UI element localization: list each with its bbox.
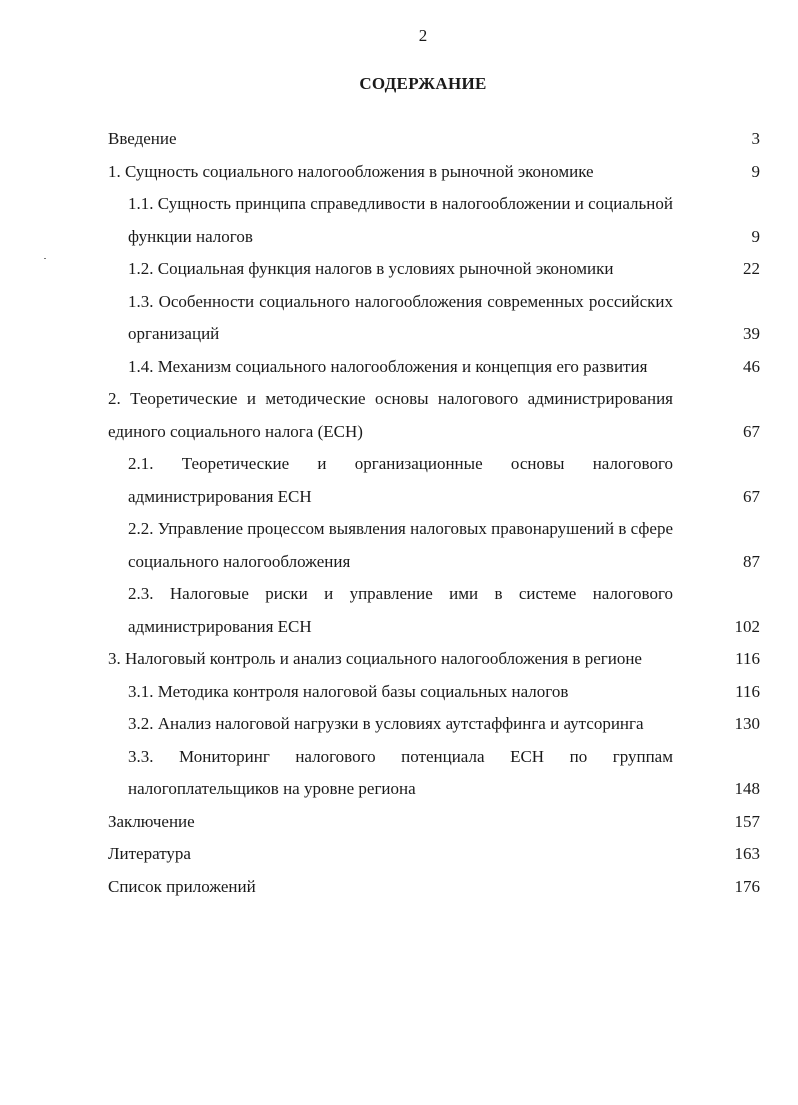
toc-entry-page: 176 bbox=[734, 876, 760, 896]
toc-entry-chapter-2 bbox=[0, 383, 798, 448]
toc-entry-text: Заключение bbox=[108, 811, 195, 831]
toc-entry-section-1-3 bbox=[0, 286, 798, 351]
toc-entry-chapter-3 bbox=[0, 643, 798, 676]
toc-entry-section-3-1 bbox=[0, 676, 798, 709]
toc-entry-page: 102 bbox=[734, 616, 760, 636]
toc-entry-chapter-1 bbox=[0, 156, 798, 189]
toc-entry-page: 116 bbox=[735, 681, 760, 701]
toc-entry-text: Литература bbox=[108, 844, 191, 863]
toc-entry-section-2-3 bbox=[0, 578, 798, 643]
toc-entry-page: 46 bbox=[743, 356, 760, 376]
toc-entry-page: 130 bbox=[734, 714, 760, 733]
toc-entry-page: 67 bbox=[743, 421, 760, 441]
toc-entry-text: 1.4. Механизм социального налогообложения и концепция его развития bbox=[128, 356, 648, 376]
toc-entry-page: 9 bbox=[751, 226, 760, 246]
toc-entry-section-1-1 bbox=[0, 188, 798, 253]
toc-entry-text: 3.2. Анализ налоговой нагрузки в условиях аутстаффинга и аутсоринга bbox=[128, 714, 644, 733]
toc-entry-page: 9 bbox=[751, 161, 760, 181]
toc-entry-text: 2.2. Управление процессом выявления налоговых правонарушений в сфере социального налогообложения bbox=[128, 519, 673, 571]
toc-entry-section-3-3 bbox=[0, 741, 798, 806]
toc-entry-page: 67 bbox=[743, 486, 760, 506]
toc-entry-text: 1. Сущность социального налогообложения в рыночной экономике bbox=[108, 161, 594, 181]
toc-entry-page: 163 bbox=[734, 844, 760, 863]
toc-entry-text: 1.3. Особенности социального налогообложения современных российских организаций bbox=[128, 291, 673, 343]
toc-entry-literature bbox=[0, 838, 798, 871]
toc-entry-text: 3.1. Методика контроля налоговой базы социальных налогов bbox=[128, 681, 569, 701]
toc-entry-page: 22 bbox=[743, 259, 760, 278]
toc-entry-page: 157 bbox=[734, 811, 760, 831]
toc-entry-text: Введение bbox=[108, 129, 177, 148]
toc-entry-text: 2.3. Налоговые риски и управление ими в системе налогового администрирования ЕСН bbox=[128, 584, 673, 636]
page-number: 2 bbox=[418, 26, 428, 45]
toc-entry-page: 3 bbox=[751, 129, 760, 148]
toc-entry-text: 1.2. Социальная функция налогов в условиях рыночной экономики bbox=[128, 259, 614, 278]
toc-entry-section-1-4 bbox=[0, 351, 798, 384]
toc-entry-text: 3. Налоговый контроль и анализ социального налогообложения в регионе bbox=[108, 649, 642, 668]
toc-entry-section-2-2 bbox=[0, 513, 798, 578]
toc-entry-page: 116 bbox=[735, 649, 760, 668]
toc-entry-text: 1.1. Сущность принципа справедливости в налогообложении и социальной функции налогов bbox=[128, 194, 673, 246]
toc-entry-introduction bbox=[0, 123, 798, 156]
toc-entry-text: 2.1. Теоретические и организационные основы налогового администрирования ЕСН bbox=[128, 454, 673, 506]
toc-entry-text: 2. Теоретические и методические основы налогового администрирования единого социального налога (ЕСН) bbox=[108, 389, 673, 441]
toc-entry-text: Список приложений bbox=[108, 876, 256, 896]
toc-entry-section-3-2 bbox=[0, 708, 798, 741]
toc-entry-appendices bbox=[0, 871, 798, 904]
toc-entry-text: 3.3. Мониторинг налогового потенциала ЕСН по группам налогоплательщиков на уровне региона bbox=[128, 746, 673, 798]
toc-entry-page: 87 bbox=[743, 551, 760, 571]
toc-entry-page: 39 bbox=[743, 324, 760, 343]
toc-entry-section-1-2 bbox=[0, 253, 798, 286]
toc-entry-conclusion bbox=[0, 806, 798, 839]
toc-entry-page: 148 bbox=[734, 779, 760, 798]
toc-entry-section-2-1 bbox=[0, 448, 798, 513]
page-title: СОДЕРЖАНИЕ bbox=[359, 74, 487, 93]
table-of-contents bbox=[0, 123, 798, 903]
